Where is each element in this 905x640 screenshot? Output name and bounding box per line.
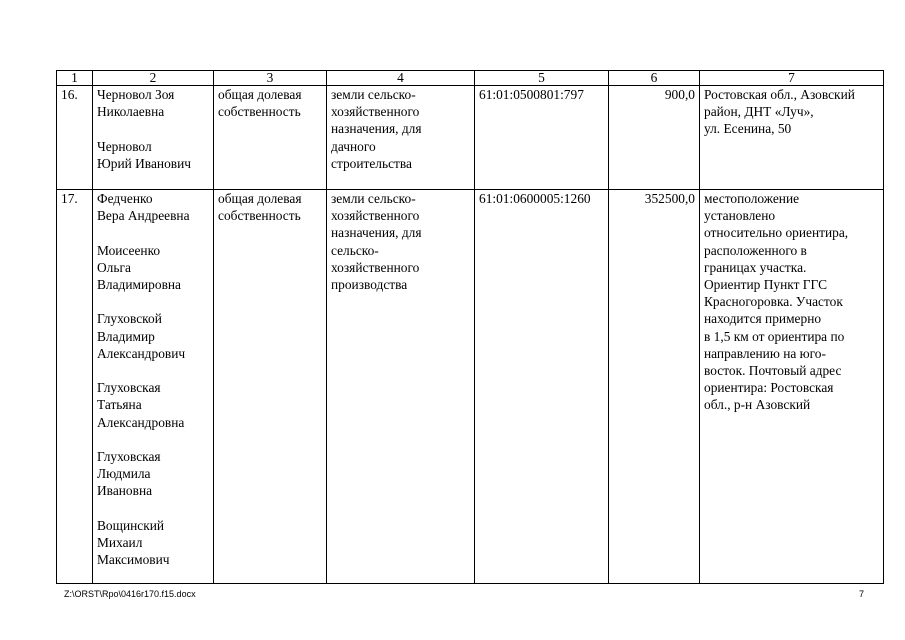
header-row bbox=[57, 71, 884, 86]
table-row bbox=[57, 190, 884, 584]
land-category: земли сельско- хозяйственного назначения, для дачного строительства bbox=[327, 86, 475, 190]
property-address: местоположение установлено относительно ориентира, расположенного в границах участка. Ориентир Пункт ГГС Красногоровка. Участок находится примерно в 1,5 км от ориентира по направлению на юго- восток. Почтовый адрес ориентира: Ростовская обл., р-н Азовский bbox=[700, 190, 884, 584]
page-number: 7 bbox=[859, 589, 865, 599]
owner-names: Черновол Зоя Николаевна Черновол Юрий Иванович bbox=[93, 86, 214, 190]
ownership-type: общая долевая собственность bbox=[214, 190, 327, 584]
cadastral-number: 61:01:0600005:1260 bbox=[475, 190, 609, 584]
row-number: 17. bbox=[57, 190, 93, 584]
ownership-type: общая долевая собственность bbox=[214, 86, 327, 190]
header-col-4: 4 bbox=[327, 71, 475, 86]
land-area: 352500,0 bbox=[609, 190, 700, 584]
property-table bbox=[56, 70, 884, 584]
row-number: 16. bbox=[57, 86, 93, 190]
property-address: Ростовская обл., Азовский район, ДНТ «Луч», ул. Есенина, 50 bbox=[700, 86, 884, 190]
land-area: 900,0 bbox=[609, 86, 700, 190]
header-col-1: 1 bbox=[57, 71, 93, 86]
owner-names: Федченко Вера Андреевна Моисеенко Ольга Владимировна Глуховской Владимир Александрович Глуховская Татьяна Александровна Глуховская Людмила Ивановна Вощинский Михаил Максимович bbox=[93, 190, 214, 584]
footer-file-path: Z:\ORST\Rpo\0416r170.f15.docx bbox=[64, 589, 196, 599]
cadastral-number: 61:01:0500801:797 bbox=[475, 86, 609, 190]
header-col-5: 5 bbox=[475, 71, 609, 86]
header-col-2: 2 bbox=[93, 71, 214, 86]
header-col-6: 6 bbox=[609, 71, 700, 86]
land-category: земли сельско- хозяйственного назначения, для сельско- хозяйственного производства bbox=[327, 190, 475, 584]
header-col-7: 7 bbox=[700, 71, 884, 86]
table-row bbox=[57, 86, 884, 190]
header-col-3: 3 bbox=[214, 71, 327, 86]
